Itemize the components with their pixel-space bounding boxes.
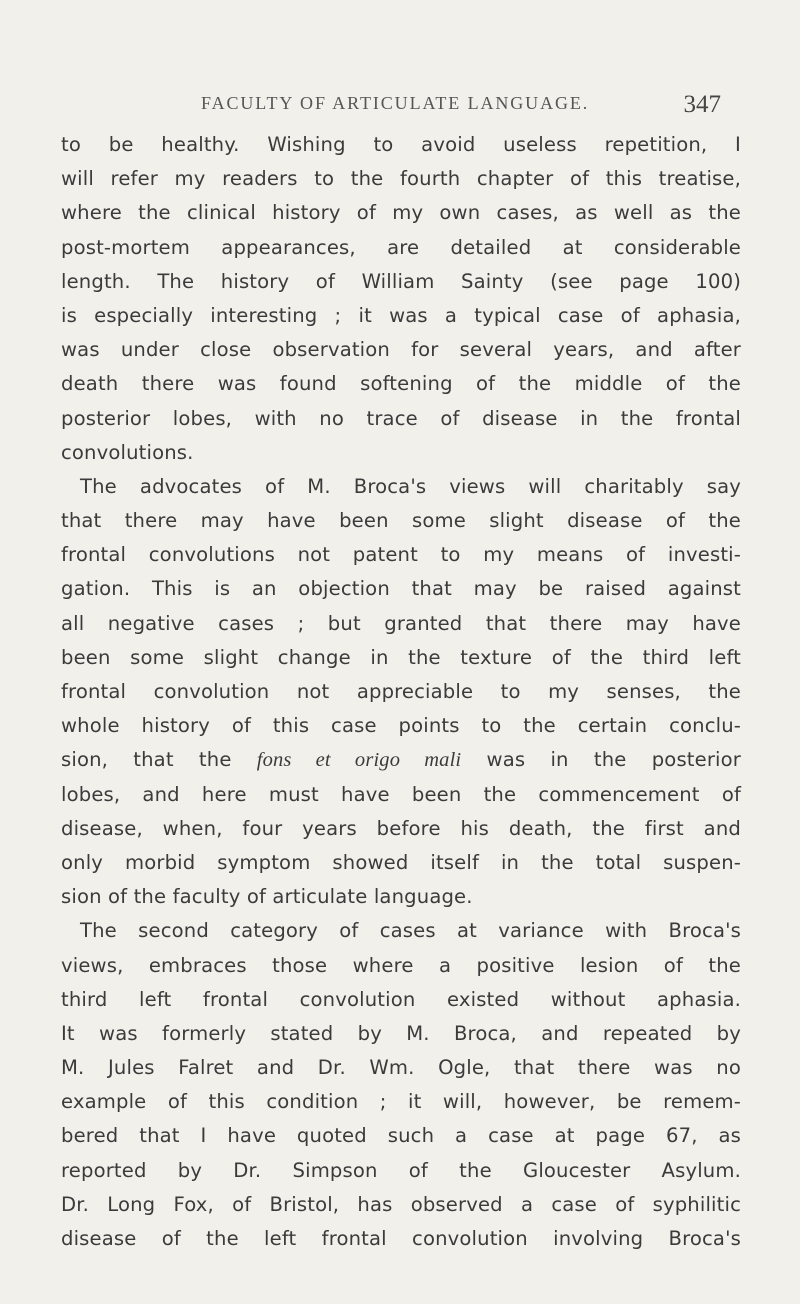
text-segment: sion, that the bbox=[61, 748, 257, 772]
text-line: where the clinical history of my own cases, as well as the bbox=[61, 201, 741, 225]
text-line: been some slight change in the texture of the third left bbox=[61, 645, 741, 669]
text-line: third left frontal convolution existed without aphasia. bbox=[61, 987, 741, 1011]
text-line: disease of the left frontal convolution involving Broca's bbox=[61, 1227, 741, 1250]
text-line: reported by Dr. Simpson of the Gloucester Asylum. bbox=[61, 1158, 741, 1182]
text-line: frontal convolutions not patent to my means of investi- bbox=[61, 543, 741, 567]
text-line: that there may have been some slight disease of the bbox=[61, 509, 741, 533]
text-line: M. Jules Falret and Dr. Wm. Ogle, that there was no bbox=[61, 1056, 741, 1080]
text-line: posterior lobes, with no trace of disease in the frontal bbox=[61, 406, 741, 430]
paragraph-start-line: The second category of cases at variance with Broca's bbox=[80, 919, 741, 943]
text-line: Dr. Long Fox, of Bristol, has observed a case of syphilitic bbox=[61, 1192, 741, 1216]
paragraph-start-line: The advocates of M. Broca's views will charitably say bbox=[80, 474, 741, 498]
text-line-with-italic bbox=[61, 743, 741, 777]
text-line: It was formerly stated by M. Broca, and repeated by bbox=[61, 1021, 741, 1045]
running-head bbox=[201, 86, 721, 120]
text-line: sion of the faculty of articulate language. bbox=[61, 885, 473, 909]
text-line: example of this condition ; it will, however, be remem- bbox=[61, 1090, 741, 1114]
text-line: was under close observation for several years, and after bbox=[61, 338, 741, 362]
text-line: only morbid symptom showed itself in the total suspen- bbox=[61, 850, 741, 874]
text-line: disease, when, four years before his death, the first and bbox=[61, 816, 741, 840]
text-line: frontal convolution not appreciable to my senses, the bbox=[61, 680, 741, 703]
text-line: post-mortem appearances, are detailed at considerable bbox=[61, 235, 741, 259]
running-title: FACULTY OF ARTICULATE LANGUAGE. bbox=[201, 93, 590, 113]
body-text bbox=[61, 128, 741, 1256]
italic-phrase: fons et origo mali bbox=[256, 749, 462, 772]
text-line: is especially interesting ; it was a typical case of aphasia, bbox=[61, 303, 741, 327]
text-line: all negative cases ; but granted that there may have bbox=[61, 611, 741, 635]
text-line: lobes, and here must have been the commencement of bbox=[61, 782, 741, 806]
text-line: convolutions. bbox=[61, 440, 194, 464]
text-line: death there was found softening of the middle of the bbox=[61, 372, 741, 396]
text-line: views, embraces those where a positive lesion of the bbox=[61, 953, 741, 977]
text-line: will refer my readers to the fourth chapter of this treatise, bbox=[61, 167, 741, 191]
text-line: bered that I have quoted such a case at page 67, as bbox=[61, 1124, 741, 1148]
text-segment: was in the posterior bbox=[461, 748, 741, 772]
page-number: 347 bbox=[683, 91, 721, 118]
text-line: gation. This is an objection that may be raised against bbox=[61, 577, 741, 601]
text-line: to be healthy. Wishing to avoid useless repetition, I bbox=[61, 133, 741, 156]
text-line: length. The history of William Sainty (see page 100) bbox=[61, 269, 741, 293]
text-line: whole history of this case points to the certain conclu- bbox=[61, 714, 741, 738]
